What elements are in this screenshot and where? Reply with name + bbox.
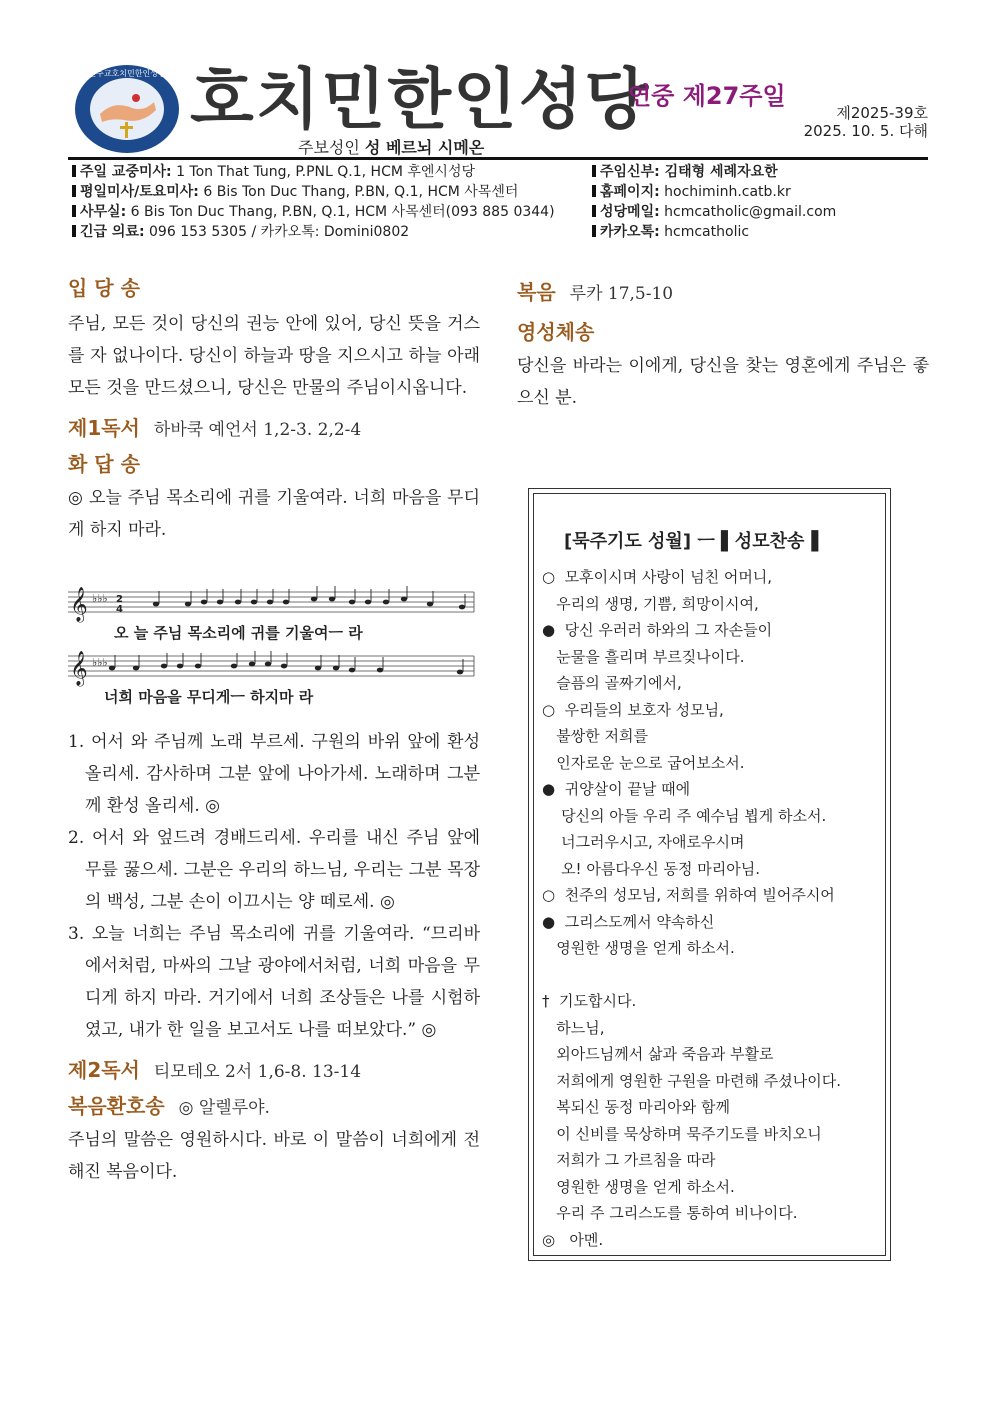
note-head: [311, 597, 317, 602]
issue-date: 2025. 10. 5. 다해: [803, 122, 928, 140]
email-link[interactable]: hcmcatholic@gmail.com: [659, 204, 837, 220]
bullet-icon: [592, 205, 596, 217]
alleluia-heading: [68, 1090, 480, 1124]
reading1-ref: 하바쿡 예언서 1,2-3. 2,2-4: [153, 420, 362, 440]
alleluia-text: 주님의 말씀은 영원하시다. 바로 이 말씀이 너희에게 전해진 복음이다.: [68, 1130, 480, 1182]
reading2-title: 제2독서: [68, 1058, 140, 1082]
psalm-verses: [68, 726, 480, 1188]
note-head: [329, 597, 335, 602]
note-head: [383, 600, 389, 605]
prayer-lines: [542, 564, 841, 1253]
prayer-line: ● 그리스도께서 약속하신: [542, 912, 715, 931]
prayer-line: † 기도합시다.: [542, 992, 637, 1010]
gospel-heading: [517, 276, 929, 316]
key-signature: ♭♭♭: [92, 656, 108, 669]
entrance-text: 주님, 모든 것이 당신의 권능 안에 있어, 당신 뜻을 거스를 자 없나이다. 당신이 하늘과 땅을 지으시고 하늘 아래 모든 것을 만드셨으니, 당신은 만물의 주님이시옵니다.: [68, 314, 480, 398]
note-head: [349, 668, 355, 673]
prayer-line: 당신의 아들 우리 주 예수님 뵙게 하소서.: [542, 806, 827, 825]
note-head: [177, 664, 183, 669]
info-text: 096 153 5305 / 카카오톡: Domini0802: [144, 224, 410, 240]
score-lyrics-2: 너희 마음을 무디게ㅡ 하지마 라: [104, 688, 314, 706]
homepage-link[interactable]: hochiminh.catb.kr: [659, 184, 791, 200]
note-head: [457, 670, 463, 675]
info-right: [592, 162, 836, 242]
alleluia-title: 복음환호송: [68, 1094, 165, 1118]
bullet-icon: [72, 205, 76, 217]
psalm-heading: 화 답 송: [68, 452, 140, 476]
note-head: [251, 600, 257, 605]
header-divider: [68, 157, 928, 160]
info-left: [72, 162, 555, 242]
prayer-line: 우리 주 그리스도를 통하여 비나이다.: [542, 1204, 798, 1222]
note-head: [333, 666, 339, 671]
prayer-line: ● 당신 우러러 하와의 그 자손들이: [542, 621, 773, 639]
prayer-line: ◎ 아멘.: [542, 1230, 604, 1249]
alleluia-ref: ◎ 알렐루야.: [178, 1098, 270, 1118]
bullet-icon: [72, 185, 76, 197]
prayer-line: 영원한 생명을 얻게 하소서.: [542, 1177, 735, 1196]
prayer-line: 우리의 생명, 기쁨, 희망이시여,: [542, 594, 759, 613]
notes-line-1: [153, 586, 465, 609]
note-head: [161, 664, 167, 669]
note-head: [349, 600, 355, 605]
info-label: 긴급 의료:: [80, 224, 145, 240]
info-label: 카카오톡:: [600, 224, 660, 240]
issue-info: [804, 104, 928, 140]
info-label: 사무실:: [80, 204, 127, 220]
info-text: 1 Ton That Tung, P.PNL Q.1, HCM 후엔시성당: [171, 164, 476, 180]
psalm-verse: 2. 어서 와 엎드려 경배드리세. 우리를 내신 주님 앞에 무릎 꿇으세. 그분은 우리의 하느님, 우리는 그분 목장의 백성, 그분 손이 이끄시는 양 떼로세. ◎: [68, 828, 480, 912]
psalm-verse: 1. 어서 와 주님께 노래 부르세. 구원의 바위 앞에 환성 올리세. 감사하며 그분 앞에 나아가세. 노래하며 그분께 환성 올리세. ◎: [68, 732, 480, 816]
note-head: [195, 664, 201, 669]
treble-clef-icon: 𝄞: [70, 651, 88, 686]
info-label: 홈페이지:: [600, 184, 660, 200]
note-head: [427, 602, 433, 607]
note-head: [459, 605, 465, 610]
prayer-line: 저희에게 영원한 구원을 마련해 주셨나이다.: [542, 1071, 841, 1090]
reading1-title: 제1독서: [68, 416, 140, 440]
entrance-heading: 입 당 송: [68, 276, 140, 300]
prayer-line: 인자로운 눈으로 굽어보소서.: [542, 753, 745, 772]
reading2-ref: 티모테오 2서 1,6-8. 13-14: [153, 1062, 362, 1082]
prayer-line: ○ 모후이시며 사랑이 넘친 어머니,: [542, 568, 773, 586]
info-row: [592, 202, 836, 222]
prayer-line: 불쌍한 저희를: [542, 727, 649, 745]
patron-name: 성 베르뇌 시메온: [364, 138, 485, 157]
note-head: [153, 602, 159, 607]
parish-logo: [74, 64, 180, 154]
prayer-line: 영원한 생명을 얻게 하소서.: [542, 939, 735, 957]
patron-saint: [298, 135, 484, 158]
info-row: [72, 222, 555, 242]
reading2-heading: [68, 1054, 480, 1090]
info-text: 6 Bis Ton Duc Thang, P.BN, Q.1, HCM 사목센터: [198, 184, 519, 200]
treble-clef-icon: 𝄞: [70, 587, 88, 622]
info-row: [72, 202, 555, 222]
score-lyrics-1: 오 늘 주님 목소리에 귀를 기울여ㅡ 라: [114, 624, 363, 642]
prayer-line: [542, 962, 841, 989]
note-head: [133, 666, 139, 671]
note-head: [401, 597, 407, 602]
prayer-line: 외아드님께서 삶과 죽음과 부활로: [542, 1045, 774, 1063]
bullet-icon: [72, 165, 76, 177]
liturgical-sunday: 연중 제27주일: [628, 82, 786, 110]
info-row: [592, 182, 836, 202]
prayer-line: 슬픔의 골짜기에서,: [542, 674, 682, 692]
prayer-line: 눈물을 흘리며 부르짖나이다.: [542, 647, 745, 666]
communion-text: 당신을 바라는 이에게, 당신을 찾는 영혼에게 주님은 좋으신 분.: [517, 356, 929, 408]
time-signature-top: 2: [116, 594, 123, 605]
info-label: 평일미사/토요미사:: [80, 184, 199, 200]
issue-number: 제2025-39호: [836, 104, 928, 122]
note-head: [109, 666, 115, 671]
info-text: hcmcatholic: [659, 224, 750, 240]
prayer-line: 오! 아름다우신 동정 마리아님.: [542, 859, 761, 878]
note-head: [185, 602, 191, 607]
note-head: [283, 600, 289, 605]
info-row: [592, 162, 836, 182]
info-text: 6 Bis Ton Duc Thang, P.BN, Q.1, HCM 사목센터(093 885 0344): [126, 204, 555, 220]
note-head: [249, 662, 255, 667]
right-column: [517, 276, 929, 414]
prayer-box-title: [묵주기도 성월] ㅡ ▌성모찬송▐: [564, 531, 819, 552]
info-label: 주일 교중미사:: [80, 164, 172, 180]
prayer-line: ○ 천주의 성모님, 저희를 위하여 빌어주시어: [542, 886, 835, 904]
gospel-ref: 루카 17,5-10: [569, 284, 674, 304]
info-label: 주임신부:: [600, 164, 660, 180]
prayer-line: ○ 우리들의 보호자 성모님,: [542, 700, 724, 719]
info-text: 김태형 세례자요한: [659, 164, 778, 180]
psalm-refrain: ◎ 오늘 주님 목소리에 귀를 기울여라. 너희 마음을 무디게 하지 마라.: [68, 488, 480, 540]
prayer-line: ● 귀양살이 끝날 때에: [542, 780, 691, 798]
info-row: [592, 222, 836, 242]
time-signature-bottom: 4: [116, 604, 123, 615]
note-head: [231, 664, 237, 669]
music-score: [68, 584, 480, 708]
bullet-icon: [592, 225, 596, 237]
prayer-line: 너그러우시고, 자애로우시며: [542, 833, 745, 851]
note-head: [315, 666, 321, 671]
svg-text:천주교호치민한인성당: 천주교호치민한인성당: [88, 69, 166, 78]
note-head: [265, 662, 271, 667]
psalm-verse: 3. 오늘 너희는 주님 목소리에 귀를 기울여라. “므리바에서처럼, 마싸의 그날 광야에서처럼, 너희 마음을 무디게 하지 마라. 거기에서 너희 조상들은 나를 시험하였고, 내가 한 일을 보고서도 나를 떠보았다.” ◎: [68, 924, 480, 1040]
reading1-heading: [68, 412, 480, 448]
prayer-line: 저희가 그 가르침을 따라: [542, 1151, 716, 1169]
note-head: [235, 600, 241, 605]
gospel-title: 복음: [517, 280, 556, 304]
info-row: [72, 162, 555, 182]
patron-label: 주보성인: [298, 138, 360, 157]
bullet-icon: [592, 185, 596, 197]
left-column: [68, 272, 480, 546]
key-signature: ♭♭♭: [92, 592, 108, 605]
bullet-icon: [592, 165, 596, 177]
prayer-box-inner: [533, 493, 886, 1256]
prayer-box: [528, 488, 891, 1261]
prayer-line: 복되신 동정 마리아와 함께: [542, 1098, 730, 1116]
parish-title: 호치민한인성당: [190, 61, 651, 138]
note-head: [201, 600, 207, 605]
info-label: 성당메일:: [600, 204, 660, 220]
note-head: [281, 664, 287, 669]
note-head: [267, 600, 273, 605]
note-head: [377, 668, 383, 673]
note-head: [365, 600, 371, 605]
prayer-line: 하느님,: [542, 1018, 605, 1037]
note-head: [217, 600, 223, 605]
bullet-icon: [72, 225, 76, 237]
info-row: [72, 182, 555, 202]
prayer-line: 이 신비를 묵상하며 묵주기도를 바치오니: [542, 1124, 822, 1143]
communion-heading: 영성체송: [517, 320, 595, 344]
